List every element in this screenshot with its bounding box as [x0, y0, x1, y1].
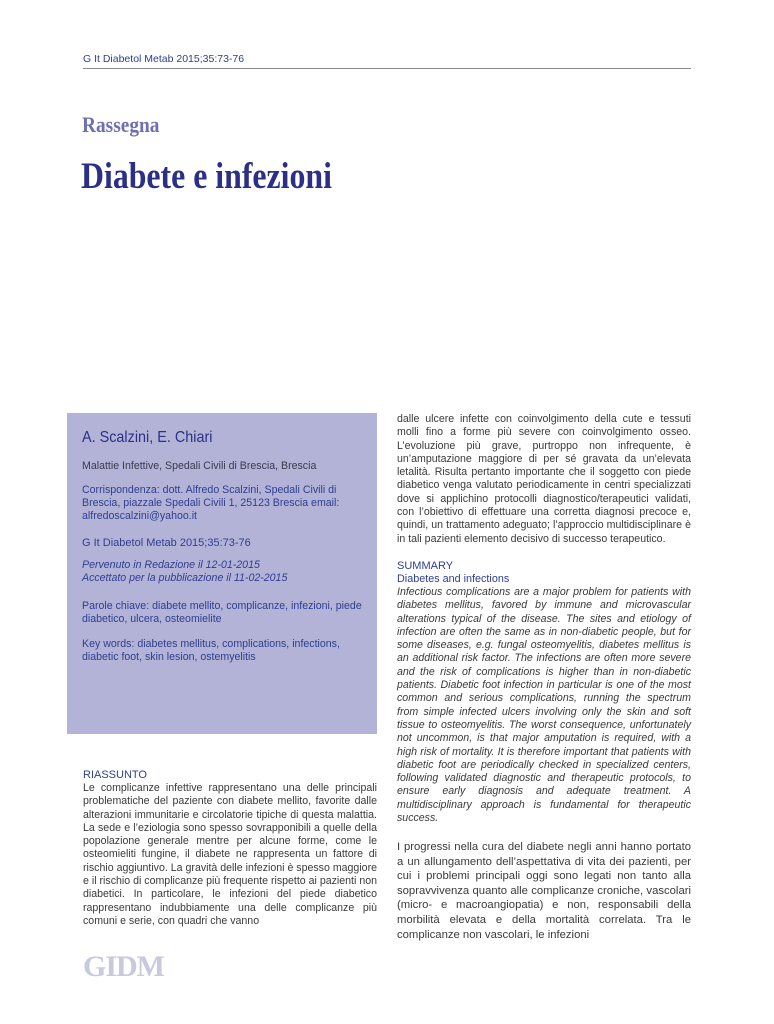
gidm-logo: GIDM: [83, 950, 164, 983]
journal-header: G It Diabetol Metab 2015;35:73-76: [83, 53, 245, 65]
summary-subheading: Diabetes and infections: [397, 573, 510, 585]
keywords-english: Key words: diabetes mellitus, complications, infections, diabetic foot, skin lesion, ostemyelitis: [82, 638, 340, 663]
riassunto-heading: RIASSUNTO: [83, 769, 147, 781]
keywords-italian: Parole chiave: diabete mellito, complicanze, infezioni, piede diabetico, ulcera, osteomielite: [82, 600, 362, 625]
citation: G It Diabetol Metab 2015;35:73-76: [82, 537, 251, 549]
header-divider: [83, 68, 691, 69]
section-label: Rassegna: [82, 112, 160, 137]
affiliation: Malattie Infettive, Spedali Civili di Brescia, Brescia: [82, 460, 317, 472]
authors: A. Scalzini, E. Chiari: [82, 429, 213, 446]
riassunto-continued-text: dalle ulcere infette con coinvolgimento della cute e tessuti molli fino a forme più severe con coinvolgimento osseo. L’evoluzione più grave, purtroppo non infrequente, è un’amputazione maggiore di per sé gravata da un’elevata letalità. Risulta pertanto importante che il soggetto con piede diabetico venga valutato periodicamente in centri specializzati dove si applichino protocolli diagnostico/terapeutici validati, con l’obiettivo di effettuare una corretta diagnosi precoce e, quindi, un trattamento adeguato; l’approccio multidisciplinare è in tali pazienti elemento decisivo di successo terapeutico.: [397, 413, 691, 545]
submission-dates: [82, 559, 367, 585]
article-info-box: [67, 413, 377, 734]
accepted-date: Accettato per la pubblicazione il 11-02-2015: [82, 572, 288, 584]
received-date: Pervenuto in Redazione il 12-01-2015: [82, 559, 260, 571]
summary-text: Infectious complications are a major problem for patients with diabetes mellitus, favored by immune and microvascular alterations typical of the disease. The sites and etiology of infection are often the same as in non-diabetic people, but for some diseases, e.g. fungal osteomyelitis, diabetes mellitus is an additional risk factor. The infections are often more severe and the risk of complications is higher than in non-diabetic patients. Diabetic foot infection in particular is one of the most common and serious complications, running the spectrum from simple infected ulcers involving only the skin and soft tissue to osteomyelitis. The worst consequence, unfortunately not uncommon, is that major amputation is required, with a high risk of mortality. It is therefore important that patients with diabetic foot are periodically checked in specialized centers, following validated diagnostic and therapeutic protocols, to ensure early diagnosis and adequate treatment. A multidisciplinary approach is fundamental for therapeutic success.: [397, 586, 691, 825]
summary-heading: SUMMARY: [397, 560, 454, 572]
riassunto-text: Le complicanze infettive rappresentano una delle principali problematiche del paziente con diabete mellito, favorite dalle alterazioni immunitarie e circolatorie tipiche di questa malattia. La sede e l’eziologia sono spesso sovrapponibili a quelle della popolazione generale mentre per alcune forme, come le osteomieliti fungine, il diabete ne rappresenta un fattore di rischio aggiuntivo. La gravità delle infezioni è spesso maggiore e il rischio di complicanze più frequente rispetto ai pazienti non diabetici. In particolare, le infezioni del piede diabetico rappresentano indubbiamente una delle complicanze più comuni e serie, con quadri che vanno: [83, 782, 377, 927]
correspondence: Corrispondenza: dott. Alfredo Scalzini, Spedali Civili di Brescia, piazzale Spedali Civili 1, 25123 Brescia email: alfredoscalzini@yahoo.it: [82, 484, 340, 522]
article-title: Diabete e infezioni: [81, 156, 332, 197]
introduction-text: I progressi nella cura del diabete negli anni hanno portato a un allungamento dell’aspettativa di vita dei pazienti, per cui i problemi principali oggi sono legati non tanto alla sopravvivenza quanto alle complicanze croniche, vascolari (micro- e macroangiopatia) e non, responsabili della morbilità elevata e della mortalità correlata. Tra le complicanze non vascolari, le infezioni: [397, 841, 691, 941]
